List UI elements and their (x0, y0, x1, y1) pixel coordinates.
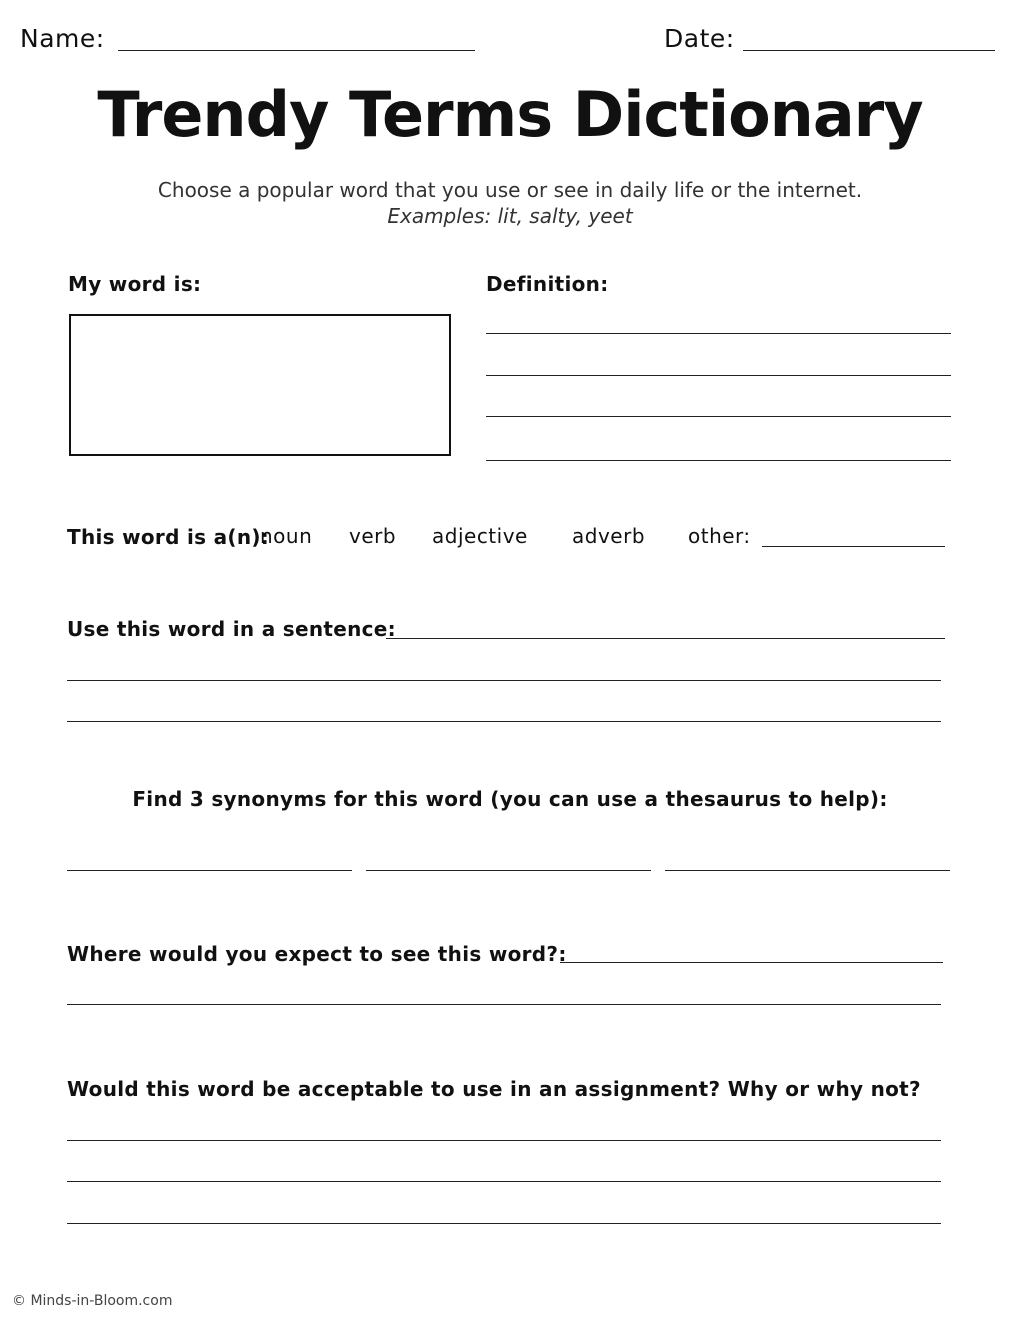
sentence-line[interactable] (67, 721, 941, 722)
sentence-line[interactable] (386, 638, 945, 639)
my-word-box[interactable] (69, 314, 451, 456)
definition-line[interactable] (486, 375, 951, 376)
where-label: Where would you expect to see this word?: (67, 942, 567, 966)
date-line[interactable] (743, 50, 995, 51)
option-adverb[interactable]: adverb (572, 524, 646, 548)
where-line[interactable] (67, 1004, 941, 1005)
definition-line[interactable] (486, 416, 951, 417)
definition-label: Definition: (486, 272, 609, 296)
page-title: Trendy Terms Dictionary (97, 78, 923, 151)
where-line[interactable] (560, 962, 943, 963)
copyright-footer: © Minds-in-Bloom.com (12, 1293, 173, 1309)
option-noun[interactable]: noun (260, 524, 313, 548)
option-other[interactable]: other: (688, 524, 751, 548)
sentence-line[interactable] (67, 680, 941, 681)
definition-line[interactable] (486, 460, 951, 461)
other-line[interactable] (762, 546, 945, 547)
examples-text: Examples: lit, salty, yeet (387, 204, 633, 228)
name-label: Name: (20, 24, 105, 53)
name-line[interactable] (118, 50, 475, 51)
synonym-line-2[interactable] (366, 870, 651, 871)
instructions-text: Choose a popular word that you use or see in daily life or the internet. (157, 178, 863, 202)
definition-line[interactable] (486, 333, 951, 334)
assignment-line[interactable] (67, 1140, 941, 1141)
assignment-line[interactable] (67, 1223, 941, 1224)
date-label: Date: (664, 24, 735, 53)
assignment-label: Would this word be acceptable to use in an assignment? Why or why not? (67, 1077, 921, 1101)
option-adjective[interactable]: adjective (432, 524, 528, 548)
assignment-line[interactable] (67, 1181, 941, 1182)
option-verb[interactable]: verb (349, 524, 397, 548)
my-word-label: My word is: (68, 272, 202, 296)
synonym-line-1[interactable] (67, 870, 352, 871)
part-of-speech-label: This word is a(n): (67, 525, 270, 549)
synonyms-label: Find 3 synonyms for this word (you can use a thesaurus to help): (132, 787, 888, 811)
synonym-line-3[interactable] (665, 870, 950, 871)
sentence-label: Use this word in a sentence: (67, 617, 396, 641)
